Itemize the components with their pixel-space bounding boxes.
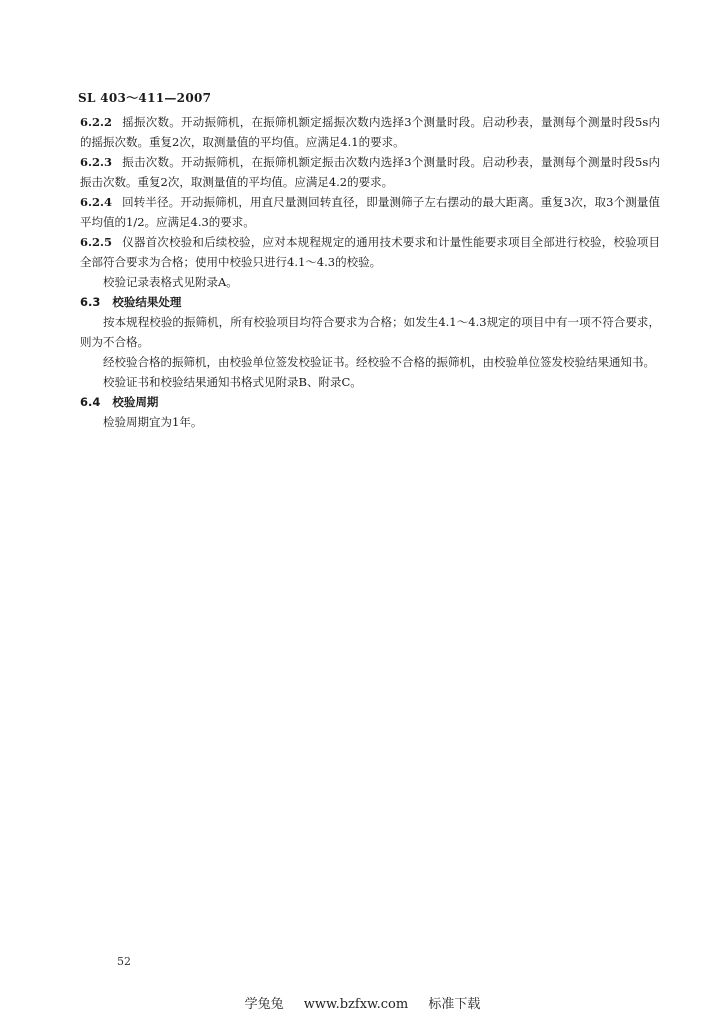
clause-text: 摇振次数。开动振筛机，在振筛机额定摇振次数内选择3个测量时段。启动秒表，量测每个测量时段5s内的摇振次数。重复2次，取测量值的平均值。应满足4.1的要求。: [80, 115, 660, 149]
clause-number: 6.2.5: [80, 235, 113, 249]
footer-watermark: [0, 993, 725, 1012]
footer-url[interactable]: www.bzfxw.com: [303, 997, 409, 1012]
paragraph: 检验周期宜为1年。: [103, 415, 203, 429]
section-title: 校验周期: [112, 395, 159, 409]
section-heading-6-3: [80, 292, 660, 312]
section-number: 6.4: [80, 395, 101, 409]
clause-6-2-4: [80, 192, 660, 232]
record-note: 校验记录表格式见附录A。: [103, 275, 238, 289]
paragraph: 经校验合格的振筛机，由校验单位签发校验证书。经校验不合格的振筛机，由校验单位签发校验结果通知书。: [103, 355, 655, 369]
clause-text: 回转半径。开动振筛机，用直尺量测回转直径，即量测筛子左右摆动的最大距离。重复3次，取3个测量值平均值的1/2。应满足4.3的要求。: [80, 195, 660, 229]
clause-number: 6.2.4: [80, 195, 113, 209]
clause-6-2-2: [80, 112, 660, 152]
paragraph: 校验证书和校验结果通知书格式见附录B、附录C。: [103, 375, 362, 389]
clause-number: 6.2.3: [80, 155, 113, 169]
document-body: [80, 112, 660, 432]
paragraph: 按本规程校验的振筛机，所有校验项目均符合要求为合格；如发生4.1～4.3规定的项目中有一项不符合要求，则为不合格。: [80, 315, 660, 349]
section-heading-6-4: [80, 392, 660, 412]
clause-number: 6.2.2: [80, 115, 113, 129]
section-title: 校验结果处理: [112, 295, 182, 309]
clause-text: 仪器首次校验和后续校验，应对本规程规定的通用技术要求和计量性能要求项目全部进行校验，校验项目全部符合要求为合格；使用中校验只进行4.1～4.3的校验。: [80, 235, 660, 269]
footer-site-name: 学兔兔: [244, 997, 284, 1012]
footer-tagline: 标准下载: [428, 997, 481, 1012]
section-number: 6.3: [80, 295, 101, 309]
clause-text: 振击次数。开动振筛机，在振筛机额定振击次数内选择3个测量时段。启动秒表，量测每个测量时段5s内振击次数。重复2次，取测量值的平均值。应满足4.2的要求。: [80, 155, 660, 189]
standard-code-header: SL 403～411—2007: [78, 91, 212, 105]
clause-6-2-5: [80, 232, 660, 272]
page-number: 52: [117, 955, 131, 968]
clause-6-2-3: [80, 152, 660, 192]
